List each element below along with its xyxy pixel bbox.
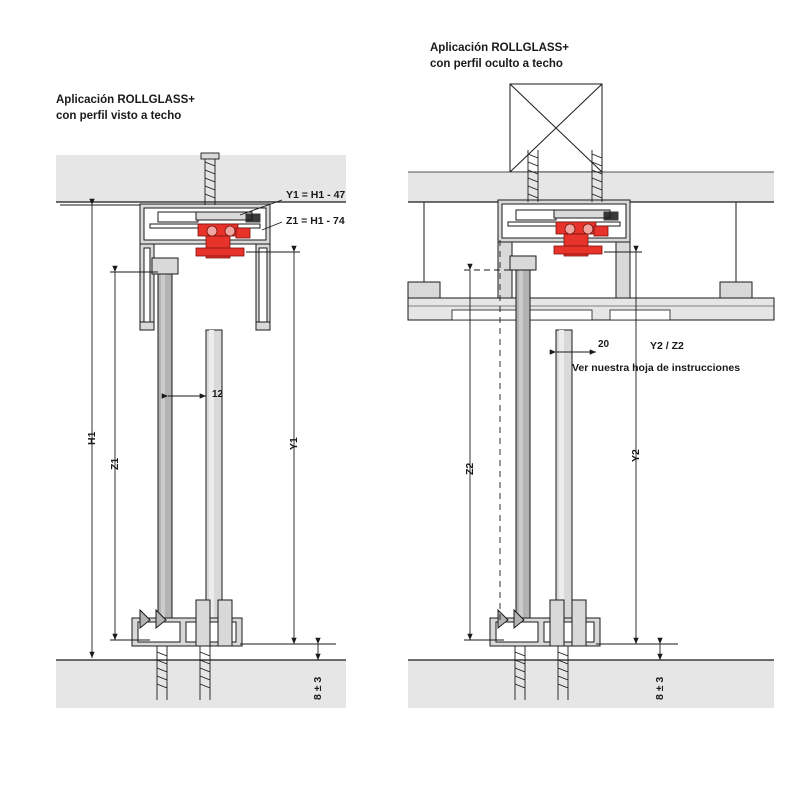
right-floor-slab bbox=[408, 660, 774, 708]
right-ceiling-slab bbox=[408, 172, 774, 202]
right-title-line2: con perfil oculto a techo bbox=[430, 58, 563, 70]
dim-glass-thickness-label: 12 bbox=[212, 389, 224, 400]
left-title-line2: con perfil visto a techo bbox=[56, 110, 182, 122]
right-glass-clamp bbox=[510, 256, 536, 270]
left-side-profile bbox=[206, 330, 222, 618]
dim-h1-label: H1 bbox=[86, 431, 98, 445]
formula-y1: Y1 = H1 - 47 bbox=[286, 189, 346, 201]
dim-z1-label: Z1 bbox=[109, 457, 121, 470]
note-text: Ver nuestra hoja de instrucciones bbox=[572, 362, 741, 374]
dim-profile-width-label: 20 bbox=[598, 339, 610, 350]
right-floor-assembly bbox=[490, 600, 600, 646]
left-title-line1: Aplicación ROLLGLASS+ bbox=[56, 94, 195, 106]
right-title-line1: Aplicación ROLLGLASS+ bbox=[430, 42, 569, 54]
right-floor-gap-label: 8 ± 3 bbox=[654, 676, 666, 700]
dim-z2-label: Z2 bbox=[464, 462, 476, 475]
formula-z1: Z1 = H1 - 74 bbox=[286, 215, 345, 227]
left-floor-assembly bbox=[132, 600, 242, 646]
left-title bbox=[56, 92, 195, 124]
right-upper-box bbox=[510, 84, 602, 172]
dim-y2-label: Y2 bbox=[630, 449, 642, 462]
left-glass-panel bbox=[158, 270, 172, 618]
right-title bbox=[430, 40, 569, 72]
right-side-profile bbox=[556, 330, 572, 618]
left-dimension-lines bbox=[60, 200, 346, 660]
note-label: Y2 / Z2 bbox=[650, 340, 684, 352]
right-glass-panel bbox=[516, 268, 530, 618]
left-floor-gap-label: 8 ± 3 bbox=[312, 676, 324, 700]
right-false-ceiling bbox=[408, 298, 774, 320]
dim-y1-label: Y1 bbox=[288, 437, 300, 450]
